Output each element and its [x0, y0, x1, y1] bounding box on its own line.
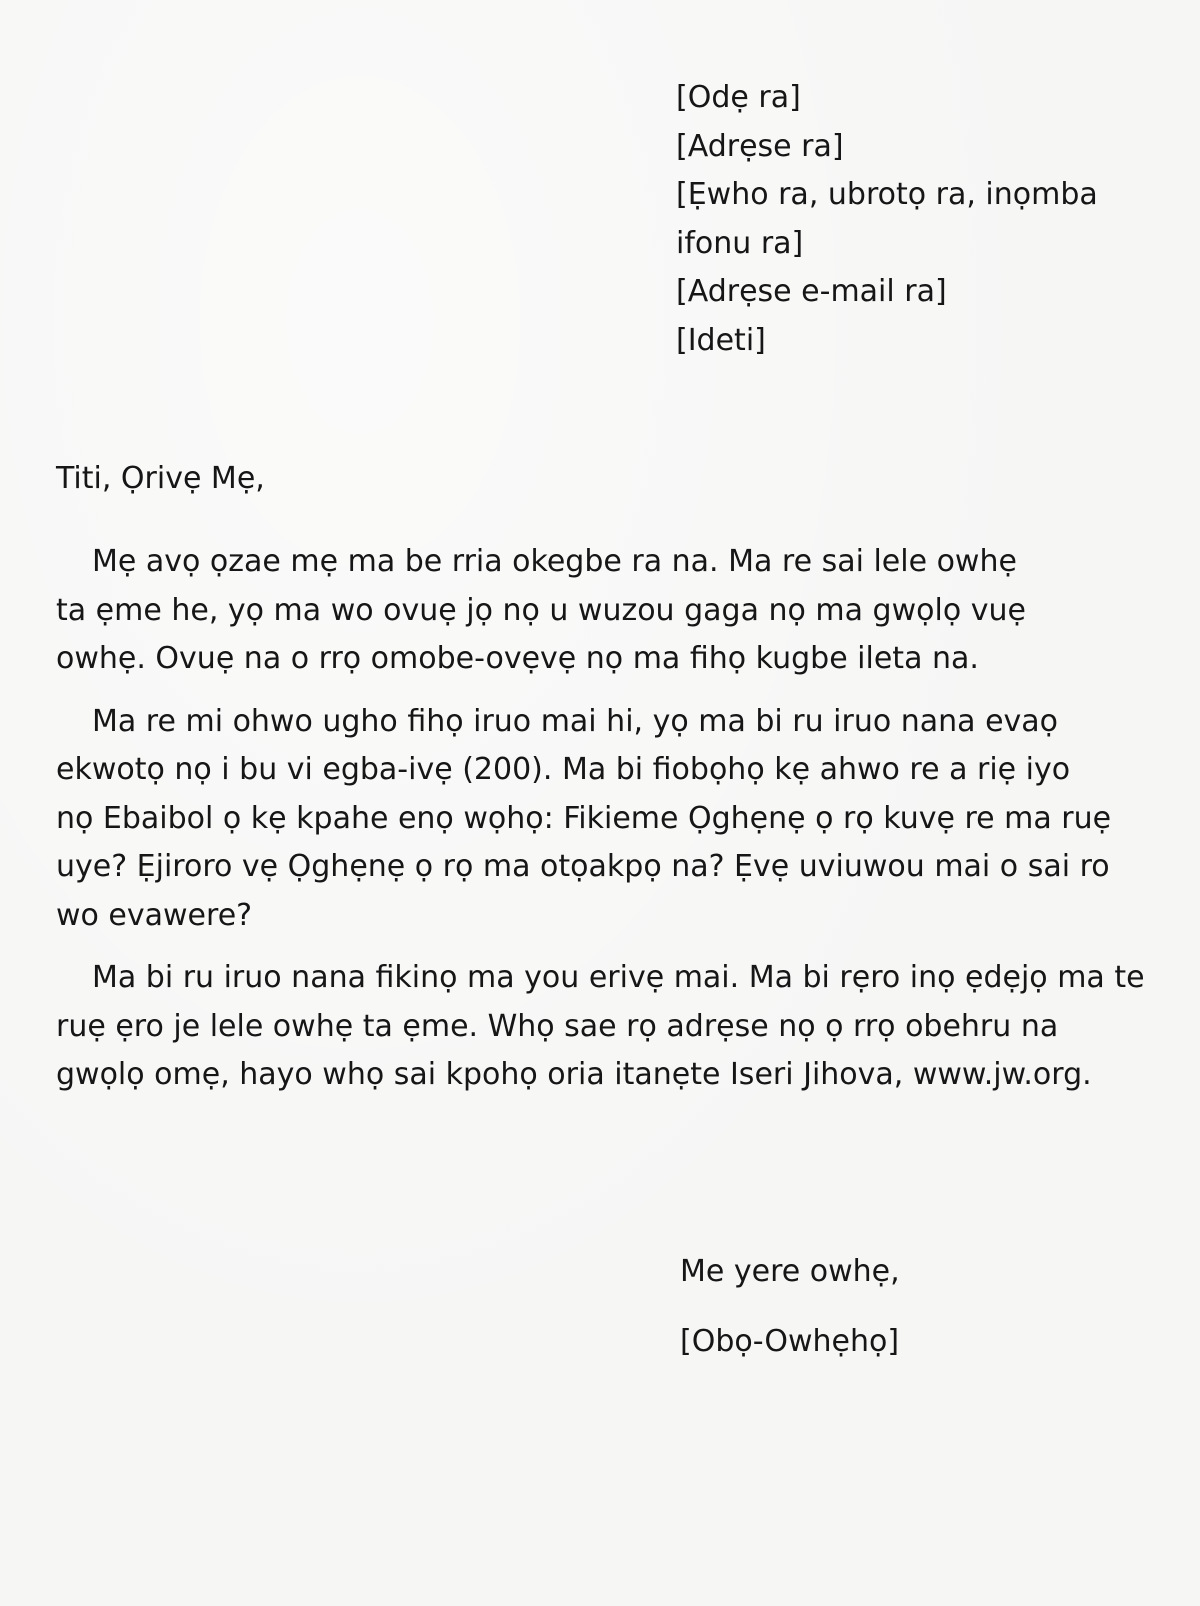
sender-address-block: [676, 74, 1146, 365]
sender-address: [Adrẹse ra]: [676, 128, 844, 164]
letter-date: [Ideti]: [676, 322, 766, 358]
sender-city-line: [Ẹwho ra, ubrotọ ra, inọmba ifonu ra]: [676, 177, 1098, 261]
salutation: Titi, Ọrivẹ Mẹ,: [56, 461, 265, 496]
sender-name: [Odẹ ra]: [676, 80, 801, 115]
closing: Me yere owhẹ,: [680, 1254, 900, 1289]
body-paragraph: Ma re mi ohwo ugho fihọ iruo mai hi, yọ ma bi ru iruo nana evaọ ekwotọ nọ i bu vi egba-ivẹ (200). Ma bi fiobọhọ kẹ ahwo re a riẹ iyo nọ Ebaibol ọ kẹ kpahe enọ wọhọ: Fikieme Ọghẹnẹ ọ rọ kuvẹ re ma ruẹ uye? Ẹjiroro vẹ Ọghẹnẹ ọ rọ ma otọakpọ na? Ẹvẹ uviuwou mai o sai ro wo evawere?: [56, 703, 1112, 933]
letter-body: [56, 538, 1146, 1114]
signature-placeholder: [Obọ-Owhẹhọ]: [680, 1324, 900, 1359]
sender-email: [Adrẹse e-mail ra]: [676, 274, 947, 309]
body-paragraph: Ma bi ru iruo nana fikinọ ma you erivẹ mai. Ma bi rẹro inọ ẹdẹjọ ma te ruẹ ẹro je lele owhẹ ta ẹme. Whọ sae rọ adrẹse nọ ọ rrọ obehru na gwọlọ omẹ, hayo whọ sai kpohọ oria itanẹte Iseri Jihova, www.jw.org.: [56, 960, 1145, 1092]
body-paragraph: Mẹ avọ ọzae mẹ ma be rria okegbe ra na. Ma re sai lele owhẹ ta ẹme he, yọ ma wo ovuẹ jọ nọ u wuzou gaga nọ ma gwọlọ vuẹ owhẹ. Ovuẹ na o rrọ omobe-ovẹvẹ nọ ma fihọ kugbe ileta na.: [56, 544, 1026, 676]
